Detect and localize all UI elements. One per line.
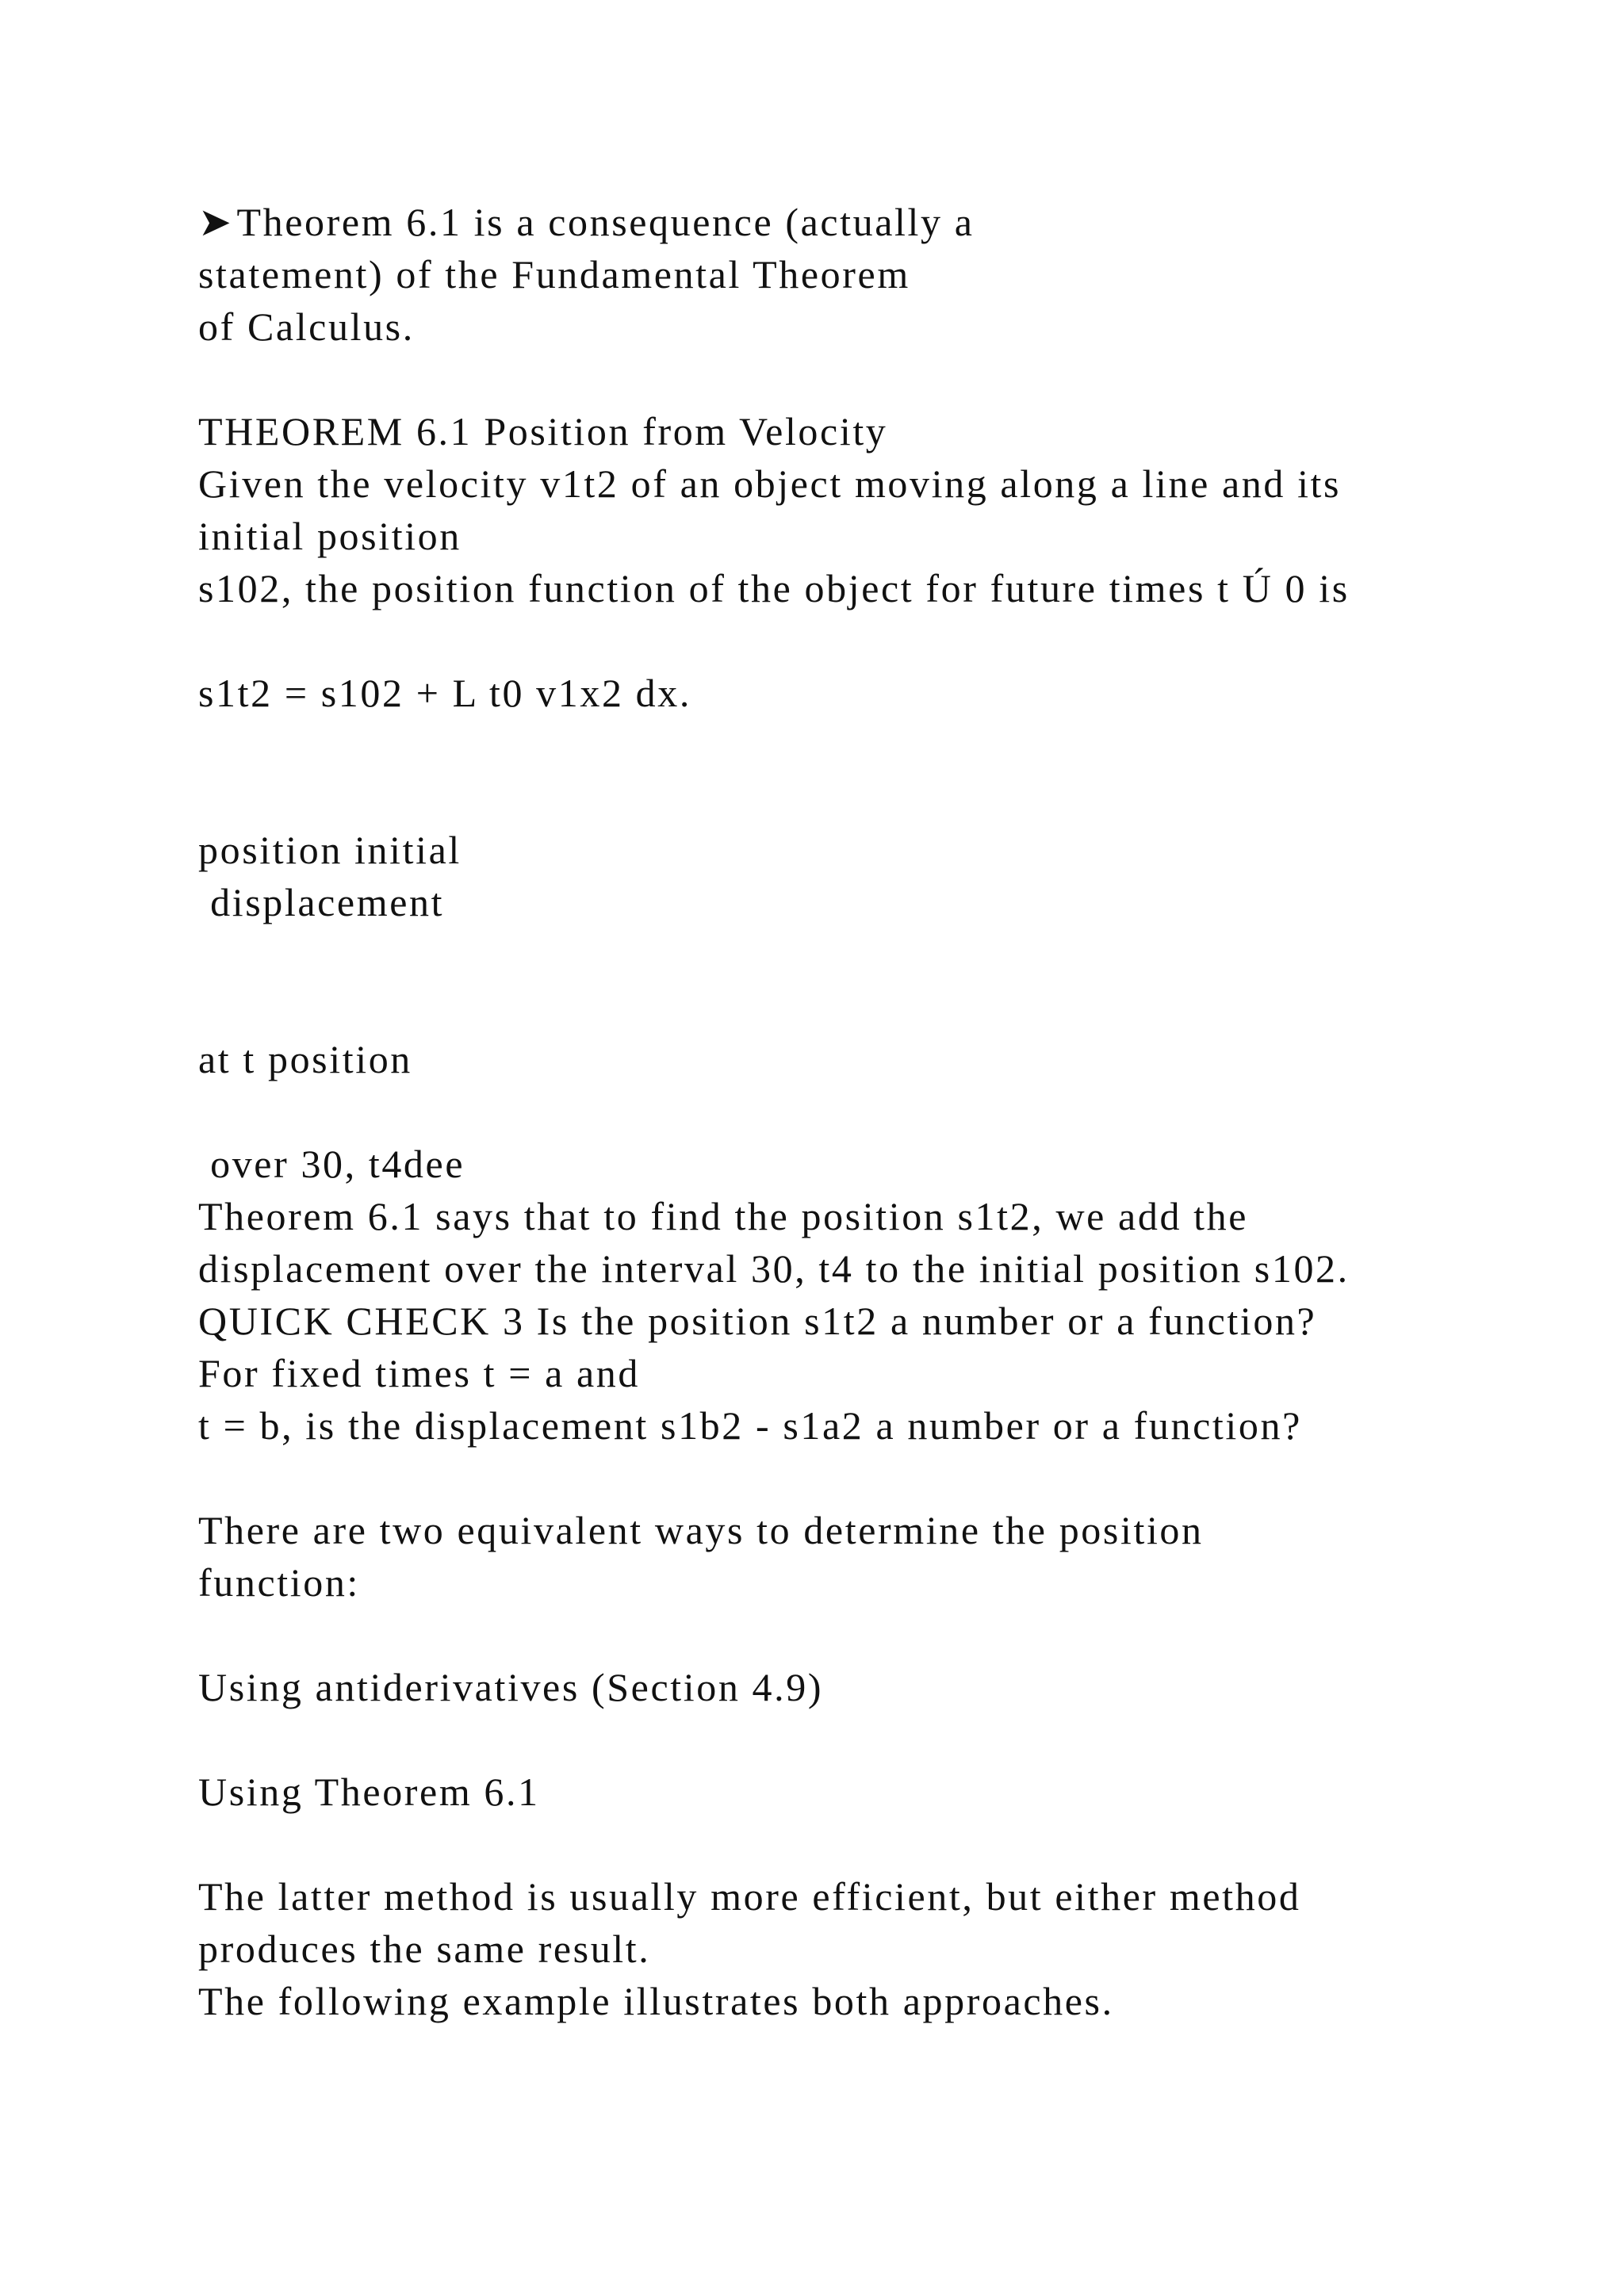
annotation-line-4: over 30, t4dee xyxy=(198,1142,465,1186)
theorem-text-line-1: Given the velocity v1t2 of an object moving along a line and its xyxy=(198,461,1342,506)
theorem-text-line-3: s102, the position function of the object for future times t Ú 0 is xyxy=(198,566,1350,610)
explanation-line-1: Theorem 6.1 says that to find the position s1t2, we add the xyxy=(198,1194,1249,1238)
explanation-line-2: displacement over the interval 30, t4 to the initial position s102. xyxy=(198,1246,1350,1291)
annotation-line-3: at t position xyxy=(198,1037,412,1081)
methods-intro-line-2: function: xyxy=(198,1560,360,1605)
annotation-line-1: position initial xyxy=(198,828,462,872)
conclusion-line-2: produces the same result. xyxy=(198,1927,651,1971)
intro-line-1: ➤Theorem 6.1 is a consequence (actually a xyxy=(198,200,975,244)
intro-line-3: of Calculus. xyxy=(198,304,415,349)
theorem-text-line-2: initial position xyxy=(198,514,462,558)
theorem-formula: s1t2 = s102 + L t0 v1x2 dx. xyxy=(198,671,691,715)
quick-check-line-1: QUICK CHECK 3 Is the position s1t2 a number or a function? xyxy=(198,1299,1317,1343)
annotation-line-2: displacement xyxy=(198,880,445,924)
method-theorem: Using Theorem 6.1 xyxy=(198,1770,540,1814)
quick-check-line-2: For fixed times t = a and xyxy=(198,1351,640,1395)
methods-intro-line-1: There are two equivalent ways to determine the position xyxy=(198,1508,1204,1552)
intro-line-2: statement) of the Fundamental Theorem xyxy=(198,252,910,297)
conclusion-line-3: The following example illustrates both approaches. xyxy=(198,1979,1114,2023)
theorem-heading: THEOREM 6.1 Position from Velocity xyxy=(198,409,888,453)
quick-check-line-3: t = b, is the displacement s1b2 - s1a2 a number or a function? xyxy=(198,1403,1302,1448)
arrowhead-bullet-icon: ➤ xyxy=(198,200,234,244)
conclusion-line-1: The latter method is usually more efficient, but either method xyxy=(198,1874,1301,1919)
method-antiderivatives: Using antiderivatives (Section 4.9) xyxy=(198,1665,824,1709)
